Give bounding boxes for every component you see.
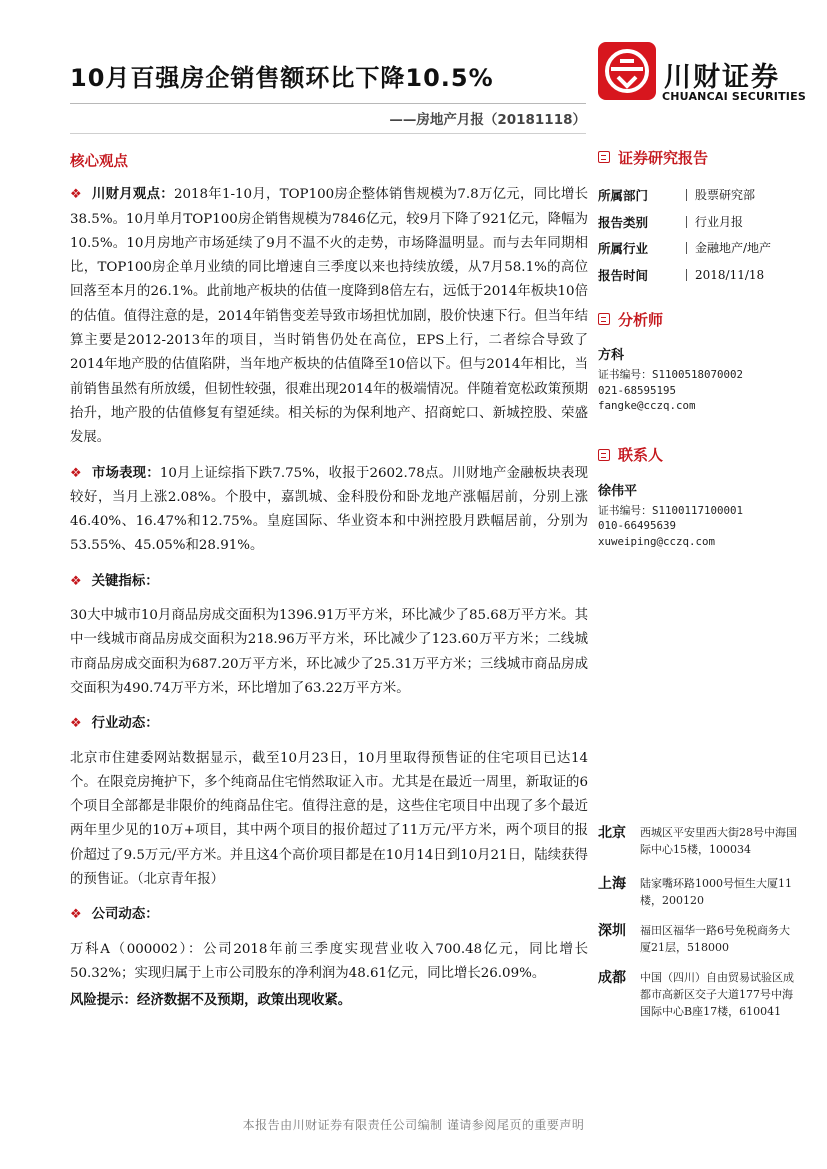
analyst-phone: 021-68595195	[598, 383, 677, 397]
page-footer: 本报告由川财证券有限责任公司编制 谨请参阅尾页的重要声明	[242, 1118, 585, 1132]
report-heading: 证券研究报告	[598, 146, 798, 168]
section-industry-news-text: 北京市住建委网站数据显示，截至10月23日，10月里取得预售证的住宅项目已达14个。在限竞房掩护下，多个纯商品住宅悄然取证入市。尤其是在最近一周里，新取证的6个项目全部都是非限价的纯商品住宅。值得注意的是，这些住宅项目中出现了多个最近两年里少见的10万+项目，其中两个项目的报价超过了11万元/平方米，两个项目的报价超过了9.5万元/平方米。并且这4个高价项目都是在10月14日到10月21日，陆续获得的预售证。（北京青年报）	[70, 750, 588, 888]
section-marker-icon	[598, 313, 610, 325]
main-content	[70, 150, 588, 1013]
chuancai-logo-icon	[598, 42, 656, 100]
office-chengdu: 成都 中国（四川）自由贸易试验区成都市高新区交子大道177号中海国际中心B座17楼，610041	[598, 970, 794, 1018]
meta-report-type: 报告类别 行业月报	[598, 214, 744, 230]
contact-name: 徐伟平	[598, 483, 638, 499]
analyst-cert: 证书编号：S1100518070002	[598, 368, 743, 381]
analyst-name: 方科	[598, 348, 625, 363]
contact-heading: 联系人	[598, 444, 798, 466]
section-marker-icon	[598, 151, 610, 163]
contact-phone: 010-66495639	[598, 519, 677, 532]
contact-email[interactable]: xuweiping@cczq.com	[598, 534, 716, 548]
section-label: 市场表现：	[91, 464, 160, 481]
section-company-news-heading	[70, 902, 588, 927]
brand-name-cn: 川财证券	[664, 62, 780, 93]
subtitle-divider	[70, 133, 586, 134]
diamond-bullet-icon: ❖	[70, 465, 82, 481]
section-monthly-view	[70, 182, 588, 450]
analyst-email[interactable]: fangke@cczq.com	[598, 399, 696, 412]
report-subtitle: ——房地产月报（20181118）	[389, 112, 586, 128]
section-label: 行业动态：	[91, 715, 159, 732]
sidebar	[598, 146, 798, 549]
section-label: 关键指标：	[91, 572, 159, 589]
title-divider	[70, 103, 586, 104]
core-view-title: 核心观点	[70, 153, 128, 170]
meta-industry: 所属行业 金融地产/地产	[598, 241, 772, 257]
office-beijing: 北京 西城区平安里西大街28号中海国际中心15楼，100034	[598, 825, 797, 856]
diamond-bullet-icon: ❖	[70, 716, 82, 732]
contact-cert: 证书编号：S1100117100001	[598, 503, 743, 517]
diamond-bullet-icon: ❖	[70, 907, 82, 923]
section-label: 公司动态：	[91, 906, 159, 923]
meta-department: 所属部门 股票研究部	[598, 188, 756, 204]
section-text: 10月上证综指下跌7.75%，收报于2602.78点。川财地产金融板块表现较好，当月上涨2.08%。个股中，嘉凯城、金科股份和卧龙地产涨幅居前，分别上涨46.40%、16.47%和12.75%。皇庭国际、华业资本和中洲控股月跌幅居前，分别为53.55%、45.05%和28.91%。	[70, 465, 589, 554]
section-label: 川财月观点：	[91, 186, 174, 203]
office-shanghai: 上海 陆家嘴环路1000号恒生大厦11楼，200120	[598, 876, 792, 907]
section-text: 2018年1-10月，TOP100房企整体销售规模为7.8万亿元，同比增长38.5%。10月单月TOP100房企销售规模为7846亿元，较9月下降了921亿元，降幅为10.5%。10月房地产市场延续了9月不温不火的走势，市场降温明显。而与去年同期相比，TOP100房企单月业绩的同比增速自三季度以来也持续放缓，从7月58.1%的高位回落至本月的26.1%。此前地产板块的估值一度降到8倍左右，远低于2014年板块10倍的估值。值得注意的是，2014年销售变差导致市场担忧加剧，股价快速下行。但当年结算主要是2012-2013年的项目，当时销售仍处在高位，EPS上行，二者综合导致了2014年地产股的估值陷阱，当年地产板块的估值降至10倍以下。但与2014年相比，当前销售虽然有所放缓，但韧性较强，很难出现2014年的极端情况。伴随着宽松政策预期抬升，地产股的估值修复有望延续。相关标的为保利地产、招商蛇口、新城控股、荣盛发展。	[70, 187, 589, 446]
diamond-bullet-icon: ❖	[70, 573, 82, 589]
section-industry-news-heading	[70, 711, 588, 736]
diamond-bullet-icon: ❖	[70, 187, 82, 203]
section-key-indicators-heading	[70, 569, 588, 594]
section-key-indicators-text: 30大中城市10月商品房成交面积为1396.91万平方米，环比减少了85.68万平方米。其中一线城市商品房成交面积为218.96万平方米，环比减少了123.60万平方米；二线城市商品房成交面积为687.20万平方米，环比减少了25.31万平方米；三线城市商品房成交面积为490.74万平方米，环比增加了63.22万平方米。	[70, 608, 588, 696]
section-company-news-text: 万科A（000002）：公司2018年前三季度实现营业收入700.48亿元，同比增长50.32%；实现归属于上市公司股东的净利润为48.61亿元，同比增长26.09%。	[70, 941, 588, 981]
analyst-heading: 分析师	[598, 308, 798, 330]
meta-report-date: 报告时间 2018/11/18	[598, 267, 765, 283]
risk-warning: 风险提示：经济数据不及预期，政策出现收紧。	[70, 992, 352, 1009]
section-market-performance	[70, 461, 588, 559]
report-title: 10月百强房企销售额环比下降10.5%	[70, 64, 494, 92]
office-shenzhen: 深圳 福田区福华一路6号免税商务大厦21层，518000	[598, 923, 790, 954]
section-marker-icon	[598, 449, 610, 461]
brand-name-en: CHUANCAI SECURITIES	[662, 90, 806, 103]
